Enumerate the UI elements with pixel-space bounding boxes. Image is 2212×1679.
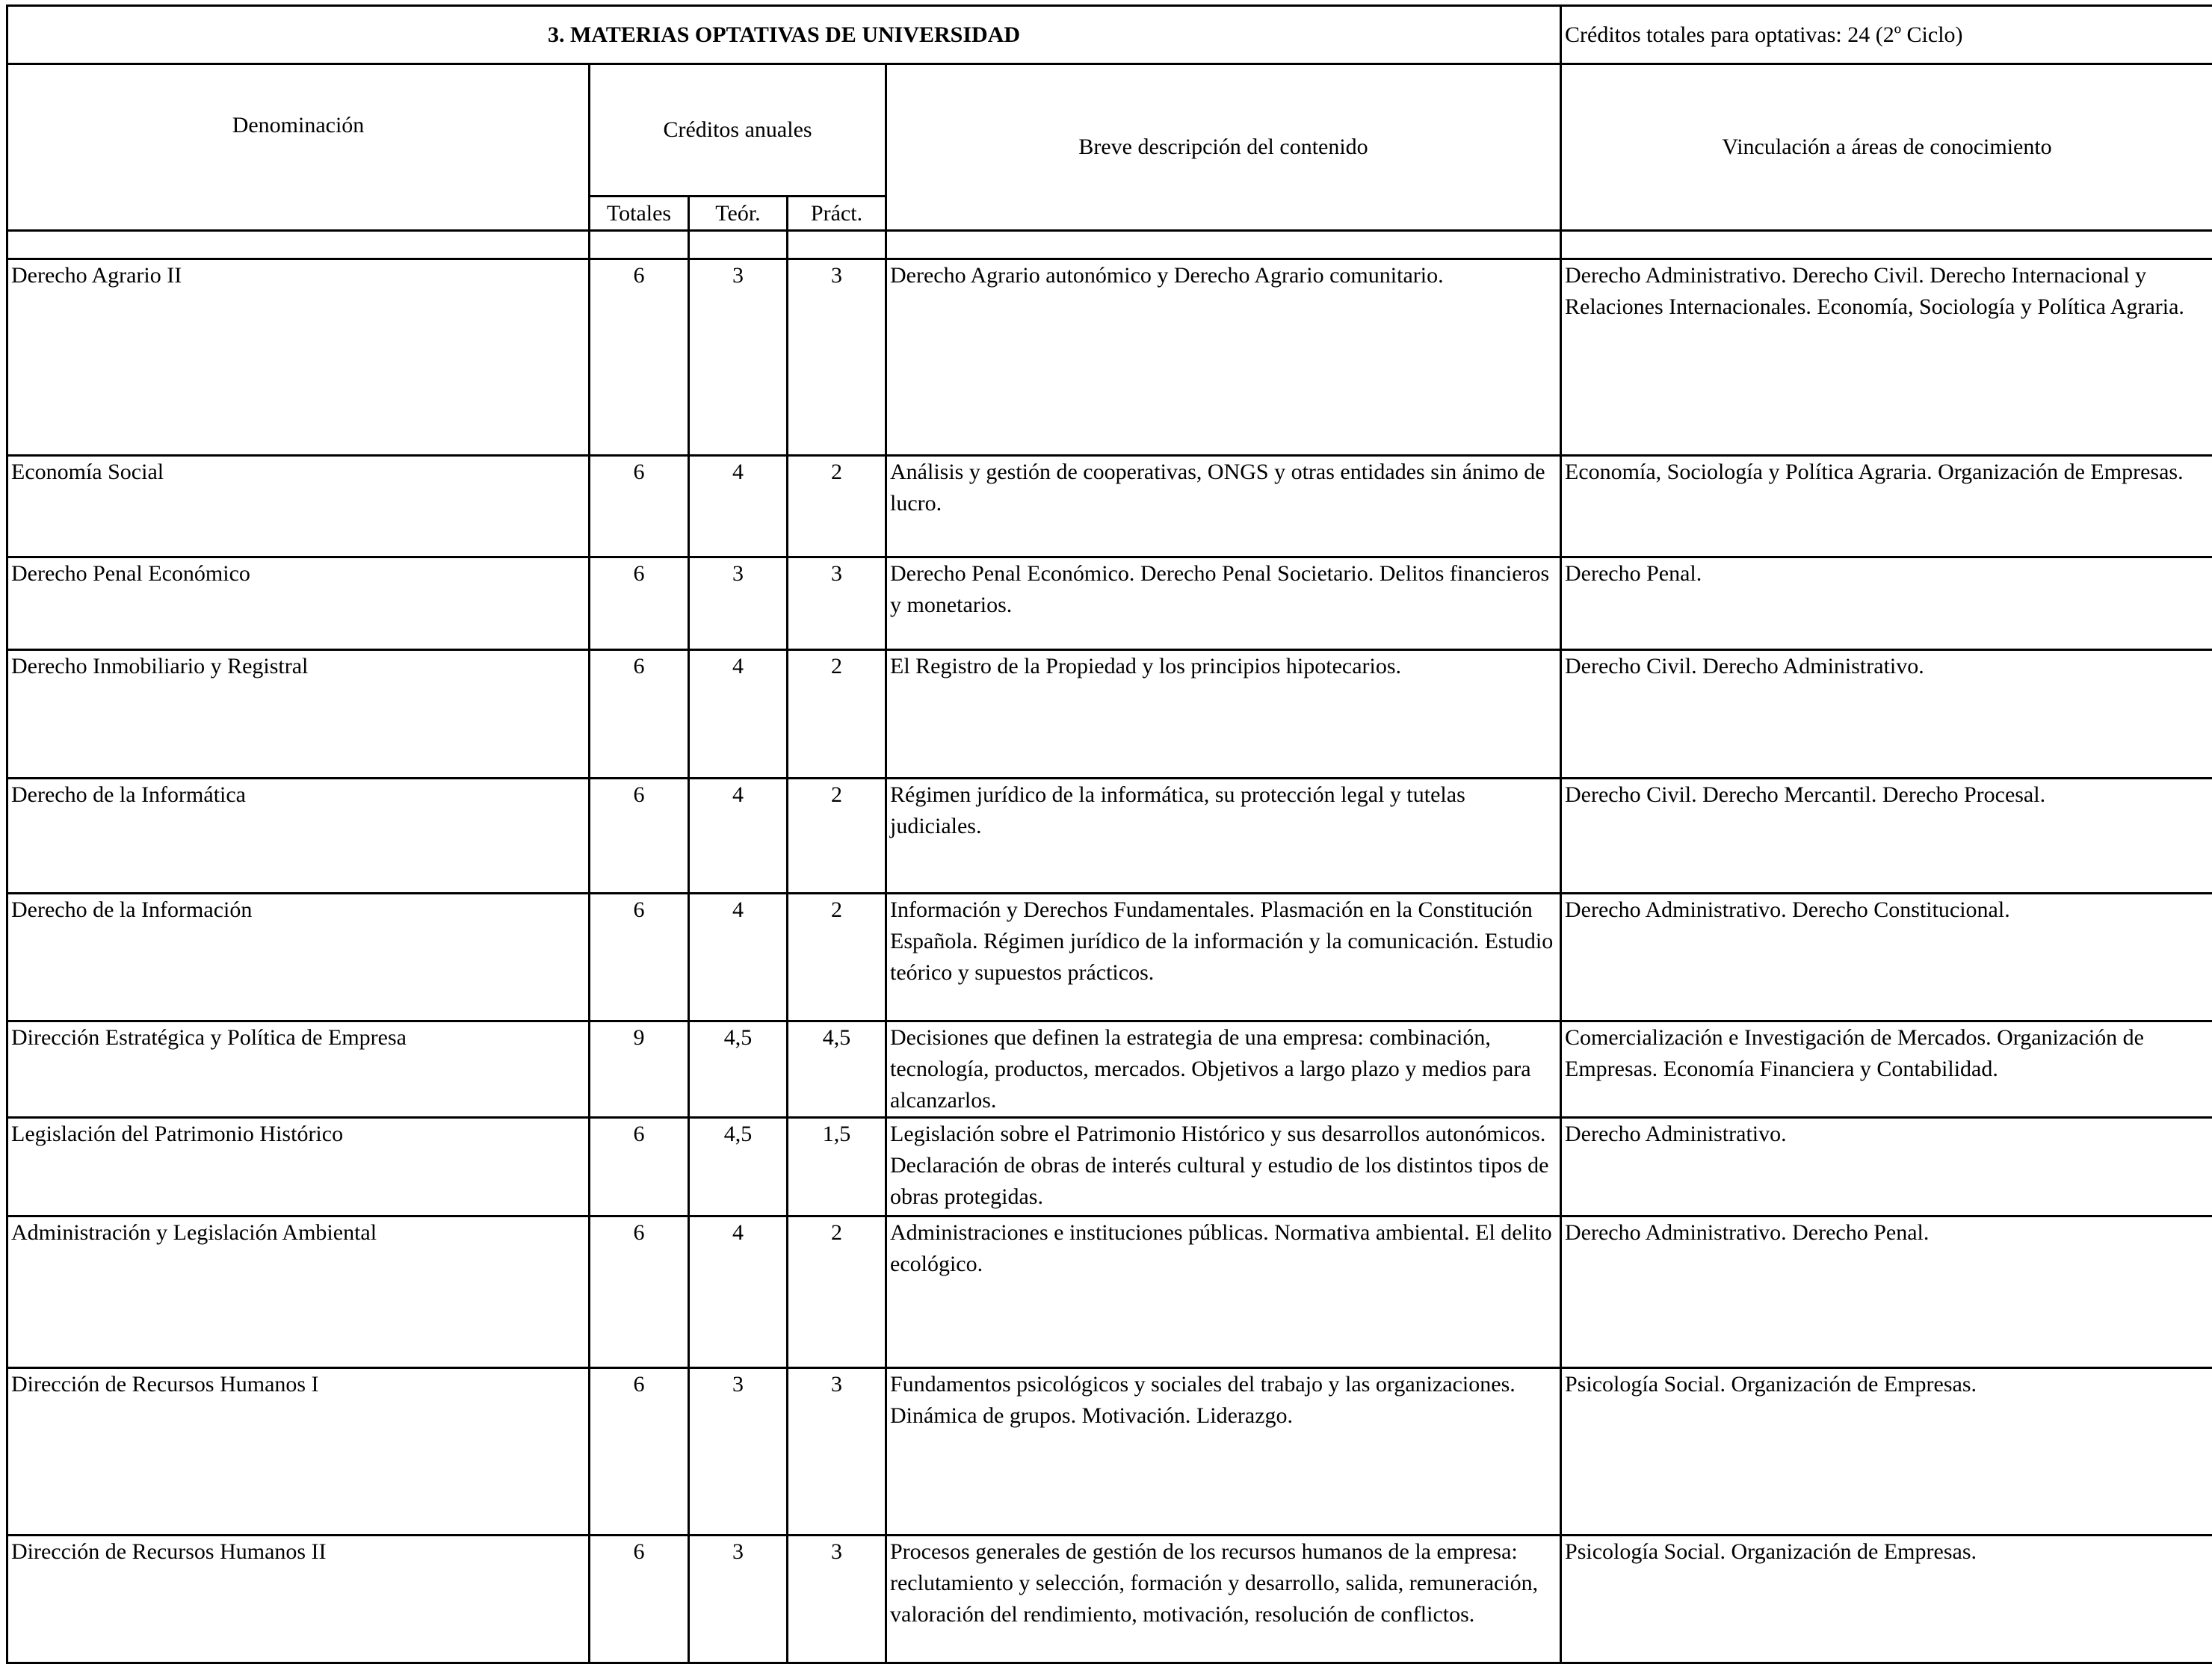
knowledge-areas: Economía, Sociología y Política Agraria. Organización de Empresas. [1561,456,2212,557]
credits-theory: 3 [689,1368,788,1536]
credits-totals: 6 [590,259,689,456]
knowledge-areas: Derecho Administrativo. Derecho Penal. [1561,1216,2212,1368]
subject-name: Dirección Estratégica y Política de Empresa [7,1021,590,1118]
subject-description: Derecho Agrario autonómico y Derecho Agrario comunitario. [886,259,1561,456]
column-header-practice: Práct. [788,197,886,231]
credits-totals: 6 [590,894,689,1021]
table-row [7,1536,2212,1663]
column-header-theory: Teór. [689,197,788,231]
credits-totals: 6 [590,1118,689,1216]
credits-practice: 2 [788,456,886,557]
credits-practice: 2 [788,779,886,894]
subject-description: El Registro de la Propiedad y los principios hipotecarios. [886,650,1561,779]
subject-name: Administración y Legislación Ambiental [7,1216,590,1368]
credits-theory: 4 [689,894,788,1021]
subject-name: Derecho Inmobiliario y Registral [7,650,590,779]
knowledge-areas: Derecho Civil. Derecho Mercantil. Derecho Procesal. [1561,779,2212,894]
credits-totals: 6 [590,650,689,779]
knowledge-areas: Derecho Penal. [1561,557,2212,650]
credits-theory: 4 [689,650,788,779]
optional-subjects-table [6,4,2212,1664]
credits-practice: 1,5 [788,1118,886,1216]
subject-description: Legislación sobre el Patrimonio Histórico y sus desarrollos autonómicos. Declaración de obras de interés cultural y estudio de los distintos tipos de obras protegidas. [886,1118,1561,1216]
column-header-totals: Totales [590,197,689,231]
spacer-cell [7,231,590,259]
table-row [7,456,2212,557]
subject-description: Régimen jurídico de la informática, su protección legal y tutelas judiciales. [886,779,1561,894]
spacer-cell [886,231,1561,259]
table-row [7,1368,2212,1536]
table-row [7,259,2212,456]
spacer-row [7,231,2212,259]
credits-theory: 3 [689,1536,788,1663]
credits-theory: 4 [689,779,788,894]
table-row [7,650,2212,779]
spacer-cell [590,231,689,259]
subject-description: Administraciones e instituciones públicas. Normativa ambiental. El delito ecológico. [886,1216,1561,1368]
credits-totals: 6 [590,1536,689,1663]
credits-theory: 4,5 [689,1118,788,1216]
subject-name: Dirección de Recursos Humanos II [7,1536,590,1663]
knowledge-areas: Psicología Social. Organización de Empresas. [1561,1368,2212,1536]
credits-totals: 6 [590,779,689,894]
credits-practice: 3 [788,1536,886,1663]
credits-practice: 3 [788,557,886,650]
credits-practice: 2 [788,650,886,779]
subject-name: Legislación del Patrimonio Histórico [7,1118,590,1216]
table-row [7,1118,2212,1216]
subject-description: Procesos generales de gestión de los recursos humanos de la empresa: reclutamiento y selección, formación y desarrollo, salida, remuneración, valoración del rendimiento, motivación, resolución de conflictos. [886,1536,1561,1663]
subject-name: Derecho Agrario II [7,259,590,456]
credits-practice: 4,5 [788,1021,886,1118]
credits-theory: 3 [689,259,788,456]
title-row [7,6,2212,64]
subject-name: Derecho de la Información [7,894,590,1021]
knowledge-areas: Derecho Administrativo. Derecho Constitucional. [1561,894,2212,1021]
subject-description: Decisiones que definen la estrategia de una empresa: combinación, tecnología, productos, mercados. Objetivos a largo plazo y medios para alcanzarlos. [886,1021,1561,1118]
credits-totals: 6 [590,557,689,650]
column-header-credits: Créditos anuales [590,64,886,197]
spacer-cell [788,231,886,259]
credits-practice: 2 [788,1216,886,1368]
knowledge-areas: Derecho Civil. Derecho Administrativo. [1561,650,2212,779]
subject-description: Derecho Penal Económico. Derecho Penal Societario. Delitos financieros y monetarios. [886,557,1561,650]
column-header-description: Breve descripción del contenido [886,64,1561,231]
table-row [7,894,2212,1021]
credits-totals: 6 [590,1368,689,1536]
subject-description: Fundamentos psicológicos y sociales del trabajo y las organizaciones. Dinámica de grupos. Motivación. Liderazgo. [886,1368,1561,1536]
subject-name: Dirección de Recursos Humanos I [7,1368,590,1536]
table-row [7,1216,2212,1368]
credits-totals: 9 [590,1021,689,1118]
total-credits: Créditos totales para optativas: 24 (2º Ciclo) [1561,6,2212,64]
spacer-cell [1561,231,2212,259]
credits-theory: 3 [689,557,788,650]
table-row [7,557,2212,650]
table-row [7,1021,2212,1118]
credits-totals: 6 [590,1216,689,1368]
column-header-name: Denominación [7,64,590,231]
knowledge-areas: Derecho Administrativo. [1561,1118,2212,1216]
column-header-areas: Vinculación a áreas de conocimiento [1561,64,2212,231]
subject-name: Derecho de la Informática [7,779,590,894]
knowledge-areas: Psicología Social. Organización de Empresas. [1561,1536,2212,1663]
subject-name: Derecho Penal Económico [7,557,590,650]
knowledge-areas: Comercialización e Investigación de Mercados. Organización de Empresas. Economía Financiera y Contabilidad. [1561,1021,2212,1118]
knowledge-areas: Derecho Administrativo. Derecho Civil. Derecho Internacional y Relaciones Internacionales. Economía, Sociología y Política Agraria. [1561,259,2212,456]
subject-description: Información y Derechos Fundamentales. Plasmación en la Constitución Española. Régimen jurídico de la información y la comunicación. Estudio teórico y supuestos prácticos. [886,894,1561,1021]
section-title: 3. MATERIAS OPTATIVAS DE UNIVERSIDAD [7,6,1561,64]
credits-practice: 3 [788,1368,886,1536]
credits-practice: 2 [788,894,886,1021]
table-row [7,779,2212,894]
credits-theory: 4 [689,456,788,557]
credits-theory: 4,5 [689,1021,788,1118]
subject-name: Economía Social [7,456,590,557]
credits-practice: 3 [788,259,886,456]
spacer-cell [689,231,788,259]
header-row [7,64,2212,197]
credits-totals: 6 [590,456,689,557]
credits-theory: 4 [689,1216,788,1368]
subject-description: Análisis y gestión de cooperativas, ONGS y otras entidades sin ánimo de lucro. [886,456,1561,557]
